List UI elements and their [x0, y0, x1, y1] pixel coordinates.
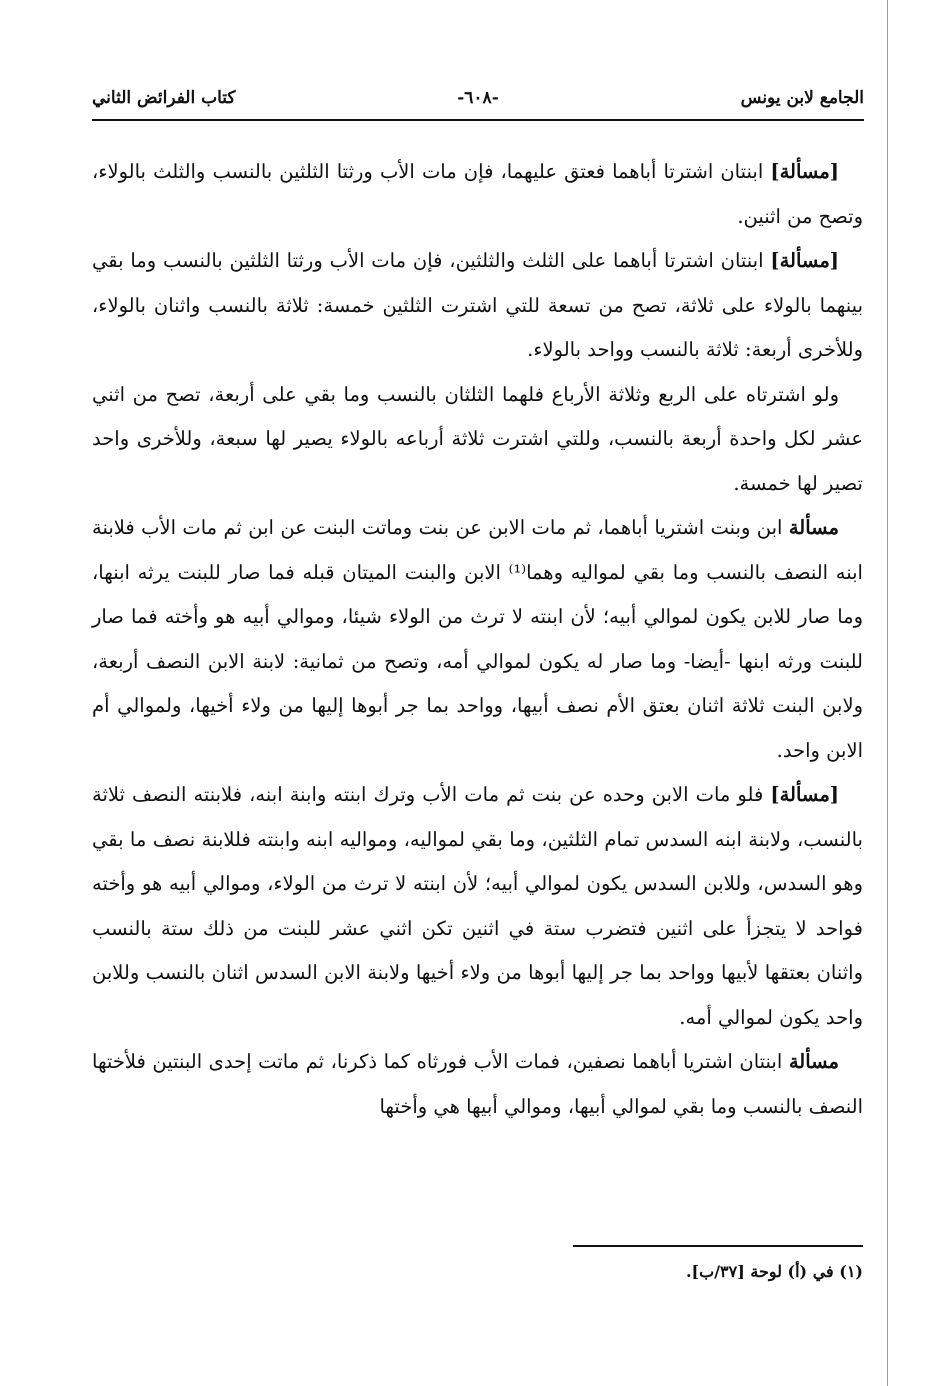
- paragraph-text: ابنتان اشترتا أباهما على الثلث والثلثين، فإن مات الأب ورثتا الثلثين بالنسب وما بقي بينهما بالولاء على ثلاثة، تصح من تسعة للتي اشترت الثلثين خمسة: ثلاثة بالنسب واثنان بالولاء، وللأخرى أربعة: ثلاثة بالنسب وواحد بالولاء.: [92, 249, 863, 361]
- paragraph-6: [92, 1040, 863, 1129]
- paragraph-2: [92, 239, 863, 373]
- paragraph-keyword: [مسألة]: [770, 249, 839, 272]
- paragraph-keyword: [مسألة]: [770, 160, 839, 183]
- paragraph-text: ابنتان اشترتا أباهما فعتق عليهما، فإن مات الأب ورثتا الثلثين بالنسب والثلث بالولاء، وتصح من اثنين.: [92, 160, 863, 228]
- chapter-title: كتاب الفرائض الثاني: [92, 88, 236, 108]
- paragraph-text: ولو اشترتاه على الربع وثلاثة الأرباع فلهما الثلثان بالنسب وما بقي على أربعة، تصح من اثني عشر لكل واحدة أربعة بالنسب، وللتي اشترت ثلاثة أرباعه بالولاء يصير لها سبعة، وللأخرى واحد تصير لها خمسة.: [92, 382, 863, 495]
- paragraph-5: [92, 773, 863, 1040]
- paragraph-text: ابن وبنت اشتريا أباهما، ثم مات الابن عن بنت وماتت البنت عن ابن ثم مات الأب فلابنة ابنه النصف بالنسب وما بقي لمواليه وهما⁽¹⁾ الابن والبنت الميتان قبله فما صار للبنت يرثه ابنها، وما صار للابن يكون لموالي أبيه؛ لأن ابنته لا ترث من الولاء شيئا، وموالي أبيه هو وأخته فما صار للبنت ورثه ابنها -أيضا- وما صار له يكون لموالي أمه، وتصح من ثمانية: لابنة الابن النصف أربعة، ولابن البنت ثلاثة اثنان بعتق الأم نصف أبيها، وواحد بما جر أبوها إليها من ولاء أخيها، ولموالي أم الابن واحد.: [92, 516, 863, 762]
- page-number: -٦٠٨-: [457, 88, 499, 108]
- paragraph-3: [92, 373, 863, 507]
- paragraph-keyword: مسألة: [788, 1050, 839, 1073]
- header-rule: [92, 119, 864, 121]
- paragraph-keyword: [مسألة]: [770, 783, 839, 806]
- paragraph-4: [92, 506, 863, 773]
- footnote-rule: [573, 1245, 863, 1247]
- paragraph-text: فلو مات الابن وحده عن بنت ثم مات الأب وترك ابنته وابنة ابنه، فلابنته النصف ثلاثة بالنسب، ولابنة ابنه السدس تمام الثلثين، وما بقي لمواليه، ومواليه ابنه وابنته فللابنة نصف ما بقي وهو السدس، وللابن السدس يكون لموالي أبيه؛ لأن ابنته لا ترث من الولاء، وموالي أبيه هو وأخته فواحد لا يتجزأ على اثنين فتضرب ستة في اثنين تكن اثني عشر للبنت من ذلك ستة بالنسب واثنان بعتقها لأبيها وواحد بما جر إليها أبوها من ولاء أخيها ولابنة الابن السدس اثنان بالنسب وللابن واحد يكون لموالي أمه.: [92, 783, 863, 1029]
- paragraph-keyword: مسألة: [788, 516, 839, 539]
- page-edge-line: [887, 0, 888, 1386]
- paragraph-text: ابنتان اشتريا أباهما نصفين، فمات الأب فورثاه كما ذكرنا، ثم ماتت إحدى البنتين فلأختها النصف بالنسب وما بقي لموالي أبيها، وموالي أبيها هي وأختها: [92, 1050, 863, 1118]
- main-text: [92, 150, 863, 1129]
- book-title: الجامع لابن يونس: [740, 88, 864, 108]
- running-header: [92, 80, 864, 116]
- footnote: (١) في (أ) لوحة [٣٧/ب].: [685, 1262, 863, 1281]
- paragraph-1: [92, 150, 863, 239]
